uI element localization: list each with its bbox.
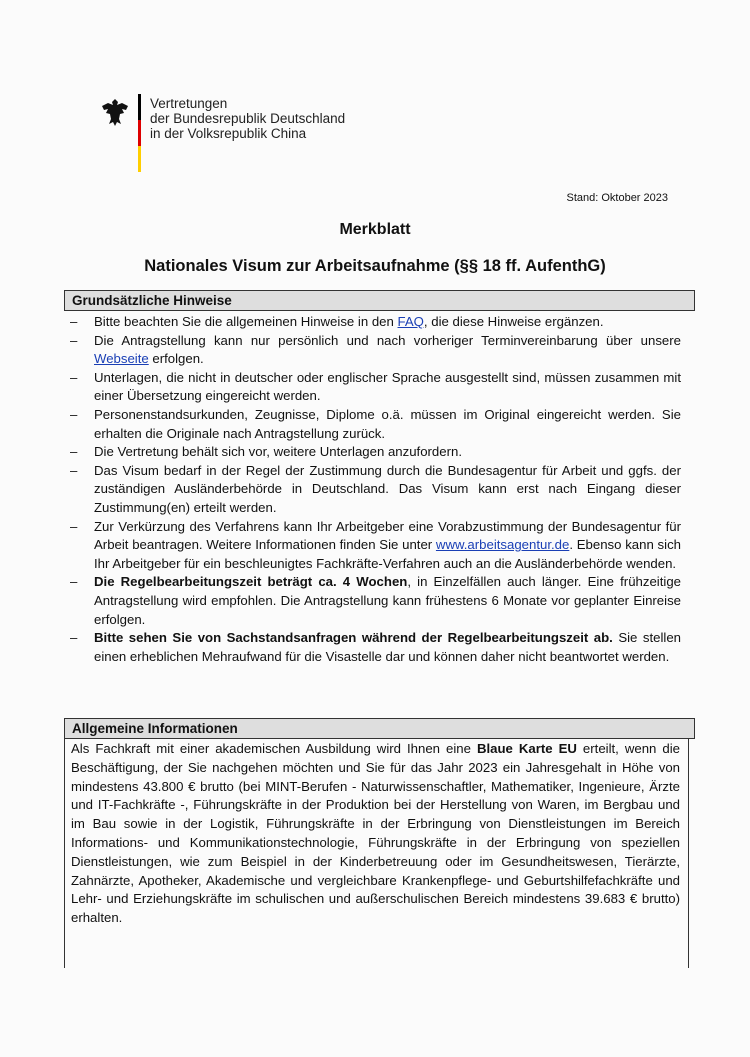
flag-bar (138, 94, 141, 172)
general-notes-list (64, 313, 681, 666)
document-title: Merkblatt (339, 221, 411, 238)
org-line-2: der Bundesrepublik Deutschland (150, 111, 346, 126)
general-information-text: Als Fachkraft mit einer akademischen Ausbildung wird Ihnen eine Blaue Karte EU erteilt, wenn die Beschäftigung, der Sie nachgehen möchten und Sie für das Jahr 2023 ein Jahresgehalt in Höhe von mindestens 43.800 € brutto (bei MINT-Berufen - Naturwissenschaftler, Mathematiker, Ingenieure, Ärzte und IT-Fachkräfte -, Führungskräfte in der Produktion bei der Herstellung von Waren, im Bergbau und im Bau sowie in der Logistik, Führungskräfte in der Erbringung von Dienstleistungen im Bereich Informations- und Kommunikationstechnologie, Führungskräfte in der Erbringung von speziellen Dienstleistungen, wie zum Beispiel in der Kinderbetreuung oder im Gesundheitswesen, Tierärzte, Zahnärzte, Apotheker, Akademische und vergleichbare Krankenpflege- und Geburtshilfefachkräfte und Lehr- und Erziehungskräfte im schulischen und außerschulischen Bereich mindestens 39.683 € brutto) erhalten. (71, 741, 680, 926)
website-link[interactable]: Webseite (94, 351, 149, 367)
list-item: – Die Vertretung behält sich vor, weitere Unterlagen anzufordern. (70, 444, 462, 460)
section-heading-general-notes: Grundsätzliche Hinweise (64, 290, 695, 311)
list-item: – Unterlagen, die nicht in deutscher oder englischer Sprache ausgestellt sind, müssen zusammen mit einer Übersetzung eingereicht werden. (70, 369, 681, 404)
document-subtitle: Nationales Visum zur Arbeitsaufnahme (§§ 18 ff. AufenthG) (144, 257, 606, 275)
list-item: – Das Visum bedarf in der Regel der Zustimmung durch die Bundesagentur für Arbeit und ggfs. der zuständigen Ausländerbehörde in Deutschland. Das Visum kann erst nach Eingang dieser Zustimmung(en) erteilt werden. (70, 462, 681, 515)
faq-link[interactable]: FAQ (397, 314, 424, 329)
arbeitsagentur-link[interactable]: www.arbeitsagentur.de (435, 537, 570, 553)
document-date: Stand: Oktober 2023 (566, 192, 668, 204)
list-item: – Personenstandsurkunden, Zeugnisse, Diplome o.ä. müssen im Original eingereicht werden. Sie erhalten die Originale nach Antragstellung zurück. (70, 406, 681, 441)
list-item: – Die Antragstellung kann nur persönlich und nach vorheriger Terminvereinbarung über unsere Webseite erfolgen. (70, 332, 681, 367)
list-item: – Bitte beachten Sie die allgemeinen Hinweise in den FAQ, die diese Hinweise ergänzen. (70, 314, 604, 329)
section-heading-general-information: Allgemeine Informationen (64, 718, 695, 739)
list-item: – Bitte sehen Sie von Sachstandsanfragen während der Regelbearbeitungszeit ab. Sie stellen einen erheblichen Mehraufwand für die Visastelle dar und können daher nicht beantwortet werden. (70, 630, 681, 664)
list-item: – Zur Verkürzung des Verfahrens kann Ihr Arbeitgeber eine Vorabzustimmung der Bundesagentur für Arbeit beantragen. Weitere Informationen finden Sie unter www.arbeitsagentur.de. Ebenso kann sich Ihr Arbeitgeber für ein beschleunigtes Fachkräfte-Verfahren auch an die Ausländerbehörde wenden. (70, 518, 682, 571)
org-line-1: Vertretungen (150, 96, 228, 111)
organization-name (150, 96, 345, 141)
federal-eagle-icon (100, 96, 130, 128)
list-item: – Die Regelbearbeitungszeit beträgt ca. 4 Wochen, in Einzelfällen auch länger. Eine frühzeitige Antragstellung wird empfohlen. Die Antragstellung kann frühestens 6 Monate vor geplanter Einreise erfolgen. (70, 574, 681, 627)
org-line-3: in der Volksrepublik China (150, 126, 307, 141)
